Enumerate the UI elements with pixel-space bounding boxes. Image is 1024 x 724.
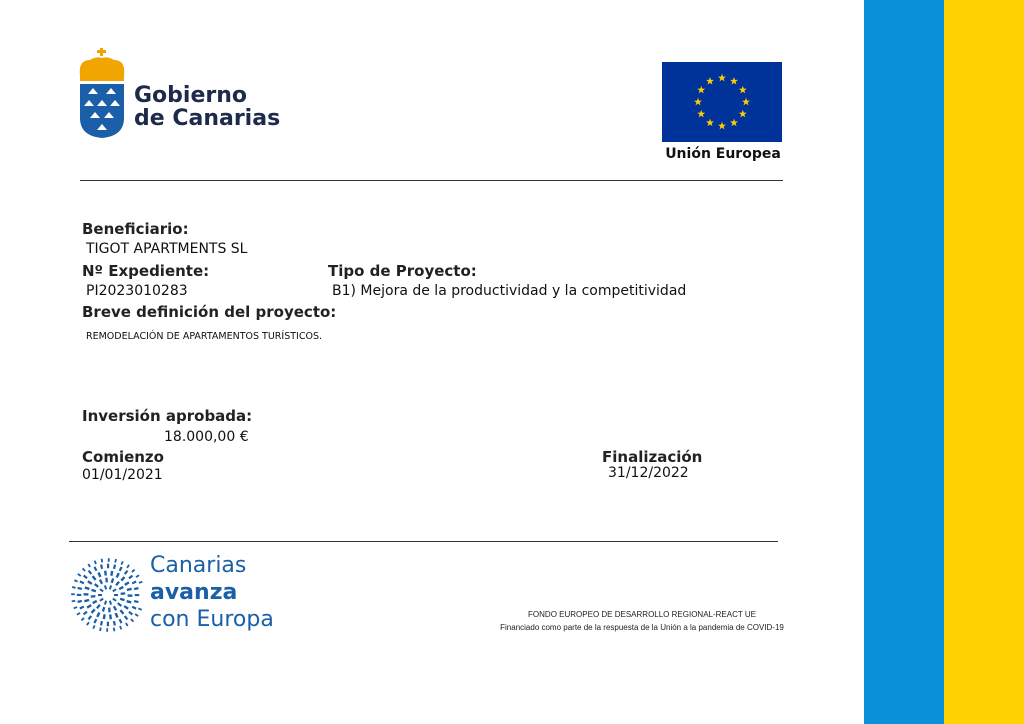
fondo-europeo-text: FONDO EUROPEO DE DESARROLLO REGIONAL-REACT UE (528, 610, 756, 619)
financiado-text: Financiado como parte de la respuesta de la Unión a la pandemia de COVID-19 (500, 623, 784, 632)
sunburst-dot (96, 604, 101, 609)
sunburst-dot (126, 600, 131, 604)
sunburst-dot (94, 566, 98, 571)
sunburst-dot (77, 594, 81, 596)
sunburst-dot (91, 595, 96, 598)
sunburst-dot (128, 611, 133, 615)
sunburst-dot (136, 574, 140, 577)
sunburst-dot (94, 560, 97, 564)
sunburst-dot (115, 613, 119, 618)
sunburst-dot (113, 628, 115, 632)
sunburst-dot (134, 587, 139, 590)
gobierno-canarias-emblem (76, 46, 128, 140)
sunburst-dot (132, 606, 137, 610)
sunburst-dot (126, 564, 130, 568)
sunburst-dot (124, 570, 128, 575)
sunburst-dot (82, 568, 86, 572)
sunburst-dot (71, 593, 75, 595)
sunburst-dot (108, 608, 111, 613)
sunburst-dot (86, 622, 90, 626)
sunburst-dot (92, 600, 97, 604)
sunburst-dot (102, 607, 106, 612)
sunburst-dot (124, 581, 129, 586)
sunburst-dot (120, 576, 125, 581)
sunburst-dot (84, 586, 89, 590)
beneficiario-label: Beneficiario: (82, 220, 189, 238)
sunburst-dot (109, 600, 112, 604)
sunburst-dot (119, 626, 122, 630)
sunburst-dot (83, 575, 88, 579)
tipo-proyecto-label: Tipo de Proyecto: (328, 262, 477, 280)
sunburst-dot (79, 606, 84, 610)
sunburst-dot (124, 615, 128, 620)
sunburst-dot (87, 580, 92, 585)
sunburst-dot (77, 587, 82, 590)
sunburst-dot (96, 612, 100, 617)
sunburst-dot (128, 594, 133, 597)
sunburst-dot (138, 608, 142, 611)
sunburst-dot (76, 612, 80, 615)
sunburst-dot (113, 621, 116, 626)
sunburst-dot (97, 572, 101, 577)
sunburst-dot (77, 600, 82, 603)
sunburst-dot (99, 627, 102, 631)
sunburst-dot (128, 575, 133, 579)
comienzo-value: 01/01/2021 (82, 467, 163, 483)
sunburst-dot (112, 588, 116, 592)
eu-caption: Unión Europea (665, 146, 781, 162)
sunburst-dot (119, 566, 123, 571)
canarias-avanza-sun-icon (68, 556, 144, 634)
sunburst-dot (116, 573, 120, 578)
sunburst-dot (88, 615, 92, 620)
sunburst-dot (117, 602, 122, 607)
finalizacion-label: Finalización (602, 448, 703, 466)
sunburst-dot (98, 594, 102, 596)
sunburst-dot (109, 585, 112, 589)
sunburst-dot (94, 583, 99, 588)
con-europa-word: con Europa (150, 607, 274, 632)
definicion-value: REMODELACIÓN DE APARTAMENTOS TURÍSTICOS. (86, 331, 322, 342)
sunburst-dot (114, 559, 117, 563)
sunburst-dot (79, 580, 84, 584)
sunburst-dot (84, 599, 89, 603)
blue-stripe (864, 0, 944, 724)
sunburst-dot (88, 570, 92, 575)
sunburst-dot (111, 578, 115, 583)
beneficiario-value: TIGOT APARTMENTS SL (86, 241, 248, 257)
inversion-label: Inversión aprobada: (82, 407, 253, 425)
sunburst-dot (92, 625, 95, 629)
sunburst-dot (91, 609, 96, 614)
sunburst-dot (104, 600, 107, 604)
sunburst-dot (87, 563, 90, 567)
sunburst-dot (134, 600, 139, 603)
sunburst-dot (107, 564, 109, 568)
sunburst-dot (104, 585, 107, 589)
expediente-value: PI2023010283 (86, 283, 188, 299)
sunburst-dot (84, 593, 89, 596)
sunburst-dot (105, 578, 108, 583)
sunburst-dot (115, 581, 120, 586)
sunburst-dot (132, 581, 137, 585)
yellow-stripe (944, 0, 1024, 724)
sunburst-dot (92, 575, 97, 580)
sunburst-dot (100, 564, 103, 569)
sunburst-dot (135, 613, 139, 617)
sunburst-dot (74, 579, 78, 582)
sunburst-dot (108, 558, 110, 562)
sunburst-dot (113, 606, 117, 611)
sunburst-dot (119, 586, 124, 590)
sunburst-dot (73, 606, 77, 609)
sunburst-dot (106, 628, 108, 632)
sunburst-dot (99, 579, 103, 584)
comienzo-label: Comienzo (82, 448, 164, 466)
tipo-proyecto-value: B1) Mejora de la productividad y la competitividad (332, 283, 687, 299)
gobierno-line2: de Canarias (134, 106, 281, 131)
sunburst-dot (121, 592, 126, 595)
sunburst-dot (101, 559, 103, 563)
sunburst-dot (86, 604, 91, 609)
sunburst-dot (110, 571, 113, 576)
sunburst-dot (103, 614, 106, 619)
sunburst-dot (114, 594, 118, 596)
sunburst-dot (100, 621, 103, 626)
sunburst-dot (120, 598, 125, 602)
bottom-divider (69, 541, 778, 542)
sunburst-dot (93, 619, 97, 624)
sunburst-dot (124, 605, 129, 610)
sunburst-dot (127, 588, 132, 592)
sunburst-dot (72, 600, 76, 602)
sunburst-dot (77, 573, 81, 577)
sunburst-dot (104, 571, 107, 576)
sunburst-dot (91, 589, 96, 593)
expediente-label: Nº Expediente: (82, 262, 210, 280)
gobierno-line1: Gobierno (134, 83, 248, 108)
top-divider (80, 180, 783, 181)
sunburst-dot (125, 623, 128, 627)
sunburst-dot (119, 609, 124, 614)
sunburst-dot (130, 618, 134, 622)
definicion-label: Breve definición del proyecto: (82, 303, 337, 321)
sunburst-dot (119, 619, 123, 624)
sunburst-dot (83, 611, 88, 615)
canarias-avanza-wordmark (150, 552, 274, 633)
avanza-word: avanza (150, 580, 238, 605)
sunburst-dot (81, 617, 85, 621)
sunburst-dot (139, 581, 143, 584)
sunburst-dot (107, 622, 109, 626)
sunburst-dot (121, 561, 124, 565)
gobierno-canarias-wordmark (134, 84, 280, 130)
sunburst-dot (72, 586, 76, 589)
finalizacion-value: 31/12/2022 (608, 465, 689, 481)
sunburst-dot (113, 564, 116, 569)
sunburst-dot (99, 598, 103, 602)
sunburst-dot (131, 569, 135, 573)
canarias-word: Canarias (150, 553, 247, 578)
sunburst-dot (109, 614, 112, 619)
inversion-value: 18.000,00 € (164, 429, 249, 445)
sunburst-dot (99, 588, 103, 592)
eu-flag-icon (662, 62, 782, 142)
sunburst-dot (135, 594, 139, 596)
sunburst-dot (112, 598, 116, 602)
